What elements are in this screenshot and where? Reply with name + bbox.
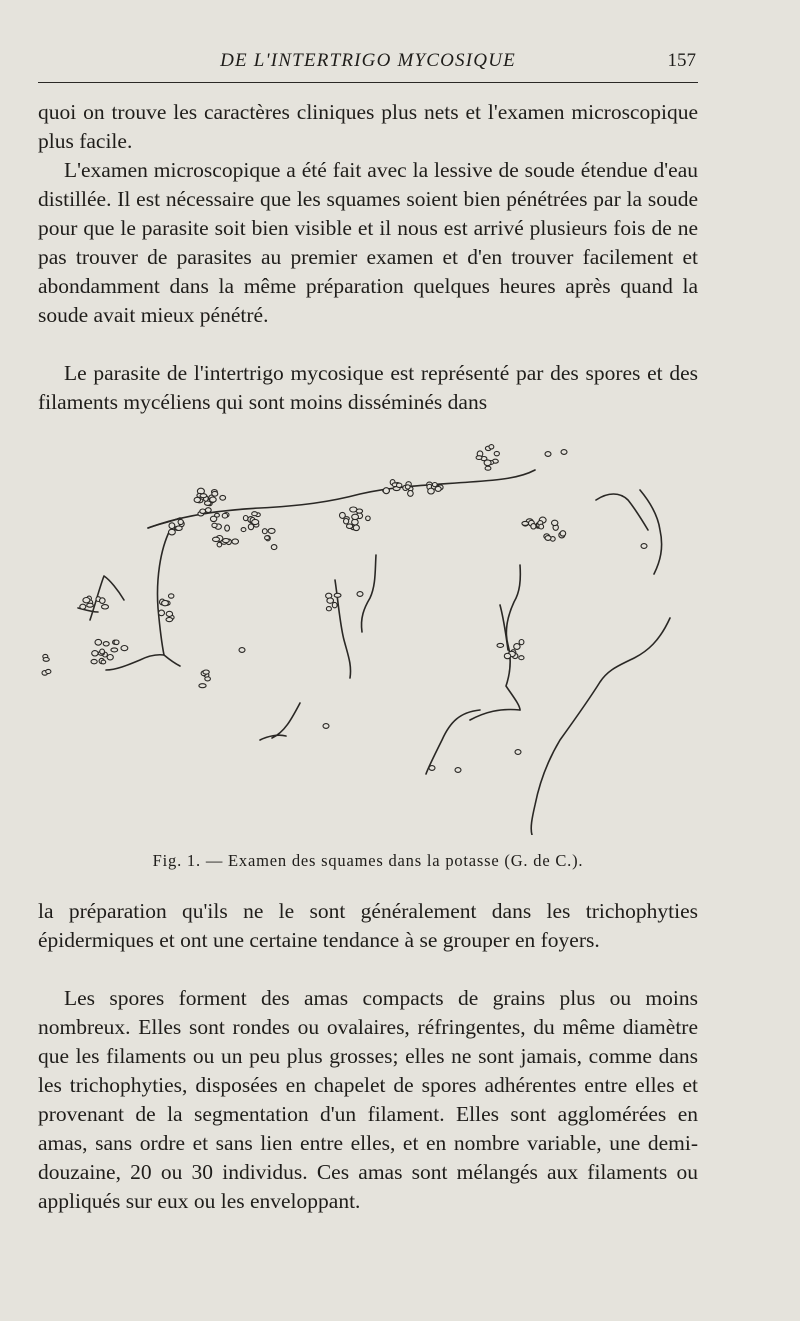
spore xyxy=(178,519,183,524)
spore xyxy=(100,649,105,654)
spore xyxy=(405,485,410,489)
spore xyxy=(432,483,437,487)
spore xyxy=(514,644,520,650)
hypha-filament xyxy=(640,490,662,574)
paragraph-5: Les spores forment des amas compacts de grains plus ou moins nombreux. Elles sont rondes ou ovalaires, réfringentes, du même diamètre que les filaments ou un peu plus grosses; elles ne sont jamais, comme dans les trichophyties, disposées en chapelet de spores adhérentes entre elles et provenant de la segmentation d'un filament. Elles sont agglomérées en amas, sans ordre et sans lien entre elles, et en nombre variable, une demi-douzaine, 20 ou 30 individus. Ces amas sont mélangés aux filaments ou appliqués sur eux ou les enveloppant. xyxy=(38,986,698,1213)
spore xyxy=(200,509,206,513)
spore xyxy=(323,724,329,729)
spore xyxy=(560,531,566,536)
spore xyxy=(169,594,174,598)
spore xyxy=(366,516,371,521)
spore xyxy=(252,519,259,524)
spore xyxy=(545,452,551,457)
paragraph-4: la préparation qu'ils ne le sont généralement dans les trichophyties épidermiques et ont une certaine tendance à se grouper en foyers. xyxy=(38,899,698,952)
figure-caption: Fig. 1. — Examen des squames dans la potasse (G. de C.). xyxy=(152,851,584,870)
spore xyxy=(352,514,359,519)
spore xyxy=(220,495,226,500)
spore xyxy=(552,520,558,525)
spore xyxy=(428,488,435,494)
spore xyxy=(223,539,230,543)
page-number: 157 xyxy=(667,50,696,71)
spore xyxy=(205,508,211,513)
spore xyxy=(212,523,217,527)
spore xyxy=(194,497,200,502)
spore xyxy=(121,646,128,651)
spore xyxy=(332,602,337,607)
spore xyxy=(485,466,491,470)
spore xyxy=(531,524,536,529)
spore xyxy=(522,521,529,525)
spore xyxy=(519,640,524,645)
paragraph-1: quoi on trouve les caractères cliniques plus nets et l'examen microscopique plus facile. xyxy=(38,100,698,153)
spore xyxy=(497,643,504,647)
spore xyxy=(200,494,207,498)
hypha-filament xyxy=(361,555,376,632)
spore xyxy=(87,603,94,607)
spore xyxy=(476,456,482,460)
spore xyxy=(494,451,499,455)
spore xyxy=(159,610,165,616)
spore xyxy=(80,604,86,609)
spore xyxy=(539,524,544,529)
spore xyxy=(504,653,510,658)
hypha-filament xyxy=(272,703,300,738)
spore xyxy=(225,525,230,531)
spore xyxy=(408,491,414,497)
spore xyxy=(203,670,209,674)
paragraph-2: L'examen microscopique a été fait avec la lessive de soude étendue d'eau distillée. Il est nécessaire que les squames soient bien pénétrées par la soude pour que le parasite soit bien visible et il nous est arrivé plusieurs fois de ne pas trouver de parasites au premier examen et d'en trouver facilement et abondamment dans la même préparation quelques heures après quand la soude avait mieux pénétré. xyxy=(38,158,698,327)
spore xyxy=(169,523,175,529)
spore xyxy=(435,486,441,491)
hypha-filament xyxy=(506,565,520,710)
spore xyxy=(455,768,461,773)
spore xyxy=(169,529,176,535)
spore xyxy=(334,593,341,597)
spore xyxy=(353,525,359,531)
spore xyxy=(210,497,217,502)
spore xyxy=(519,656,524,660)
spore xyxy=(397,483,402,487)
spore xyxy=(92,651,98,656)
spore xyxy=(95,639,102,645)
hypha-filament xyxy=(596,494,648,530)
spore xyxy=(356,509,362,513)
spore xyxy=(344,519,349,524)
spore xyxy=(107,655,113,660)
spore xyxy=(561,450,567,455)
running-title: DE L'INTERTRIGO MYCOSIQUE xyxy=(220,50,516,71)
page-header xyxy=(38,50,698,83)
spore xyxy=(91,659,97,663)
spore xyxy=(545,536,551,541)
spore xyxy=(271,545,277,550)
spore xyxy=(213,537,220,541)
spore xyxy=(43,658,49,662)
spore xyxy=(268,528,275,533)
spore xyxy=(347,524,353,529)
spore xyxy=(429,766,435,771)
spore xyxy=(166,611,172,616)
micrograph-drawing xyxy=(30,440,710,835)
spore xyxy=(383,488,389,494)
spore xyxy=(166,618,173,622)
spore xyxy=(641,544,647,549)
spore xyxy=(103,642,109,646)
paragraph-3: Le parasite de l'intertrigo mycosique est représenté par des spores et des filaments mycéliens qui sont moins disséminés dans xyxy=(38,361,698,414)
spore xyxy=(46,669,51,673)
figure-illustration xyxy=(30,440,710,835)
spore xyxy=(239,648,245,653)
spore xyxy=(327,598,334,603)
spore xyxy=(265,536,270,540)
spore xyxy=(215,513,220,517)
spore xyxy=(176,526,183,531)
spore xyxy=(326,607,331,611)
spore xyxy=(515,750,521,755)
spore xyxy=(100,598,106,604)
spore xyxy=(252,512,258,516)
spore xyxy=(114,640,119,645)
spore xyxy=(199,684,206,688)
spore xyxy=(241,528,246,532)
spore xyxy=(489,445,494,449)
hypha-filament xyxy=(106,655,164,670)
hypha-filament xyxy=(164,655,180,666)
spore xyxy=(222,513,227,518)
spore xyxy=(162,600,169,605)
spore xyxy=(102,605,109,609)
hypha-filament xyxy=(158,530,171,655)
spore xyxy=(101,660,106,664)
hypha-filament xyxy=(531,618,670,835)
spore xyxy=(262,529,267,534)
spore xyxy=(357,592,363,597)
spore xyxy=(111,648,118,652)
spore xyxy=(484,460,491,466)
spore xyxy=(83,598,90,603)
spore xyxy=(232,539,239,544)
hypha-filament xyxy=(90,576,124,620)
